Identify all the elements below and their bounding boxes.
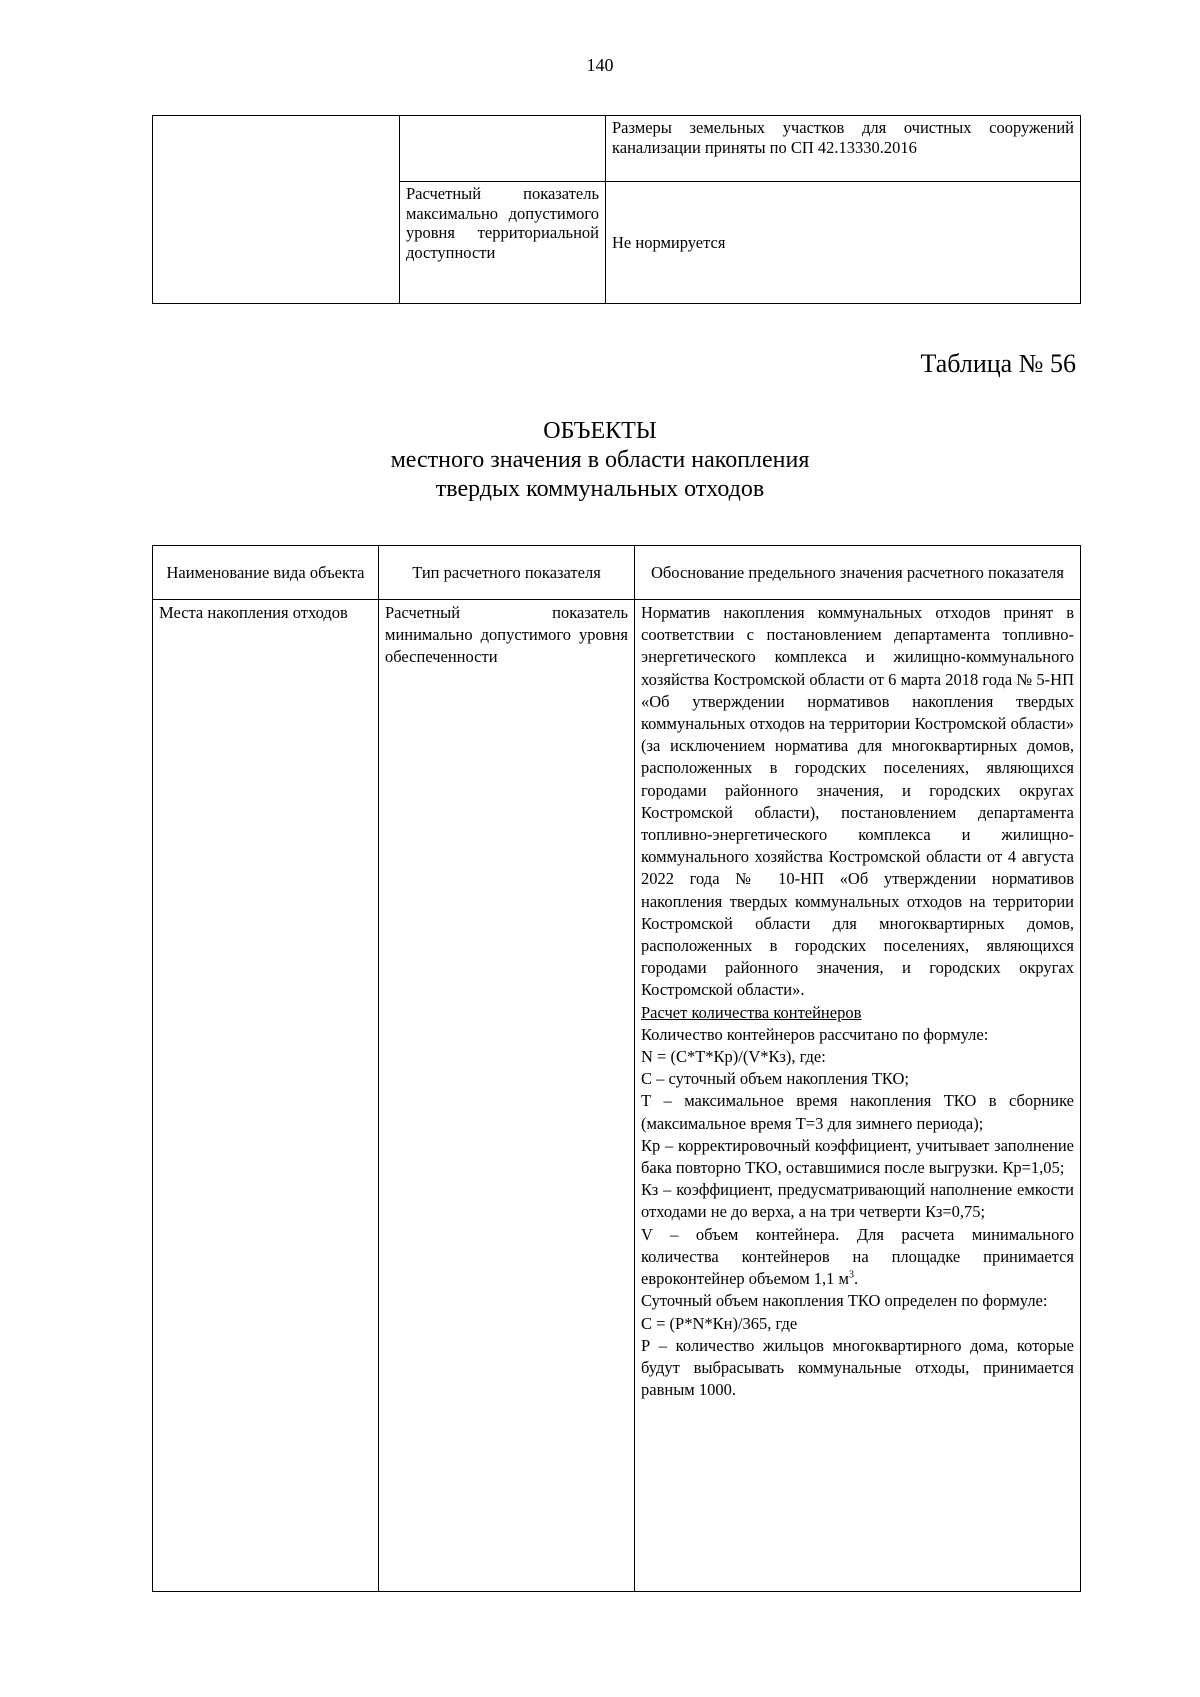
column-header: Наименование вида объекта (153, 546, 379, 600)
justification-cell (635, 600, 1081, 1592)
justification-paragraph: Норматив накопления коммунальных отходов принят в соответствии с постановлением департамента топливно-энергетического комплекса и жилищно-коммунального хозяйства Костромской области от 6 марта 2018 года № 5-НП «Об утверждении нормативов накопления твердых коммунальных отходов на территории Костромской области» (за исключением норматива для многоквартирных домов, расположенных в городских поселениях, являющихся городами районного значения, и городских округах Костромской области), постановлением департамента топливно-энергетического комплекса и жилищно-коммунального хозяйства Костромской области от 4 августа 2022 года № 10-НП «Об утверждении нормативов накопления твердых коммунальных отходов на территории Костромской области для многоквартирных домов, расположенных в городских поселениях, являющихся городами районного значения, и городских округах Костромской области». (641, 603, 1074, 1000)
definition-end: . (854, 1269, 859, 1289)
heading-subtitle-line1: местного значения в области накопления (390, 447, 810, 473)
table-row (153, 116, 1081, 182)
heading-subtitle-line2: твердых коммунальных отходов (435, 476, 765, 502)
definition: Т – максимальное время накопления ТКО в сборнике (максимальное время Т=3 для зимнего периода); (641, 1091, 1074, 1133)
table-header-row (153, 546, 1081, 600)
justification-paragraph: Количество контейнеров рассчитано по формуле: (641, 1024, 989, 1044)
object-type-cell: Места накопления отходов (153, 600, 379, 1592)
formula: С = (Р*N*Кн)/365, где (641, 1313, 798, 1333)
objects-table (152, 545, 1081, 1592)
column-header: Тип расчетного показателя (379, 546, 635, 600)
table-cell (400, 116, 606, 182)
table-row (153, 600, 1081, 1592)
definition: Кз – коэффициент, предусматривающий наполнение емкости отходами не до верха, а на три четверти Кз=0,75; (641, 1180, 1074, 1222)
table-number-label: Таблица № 56 (920, 349, 1076, 378)
table-cell (153, 116, 400, 304)
continuation-table (152, 115, 1081, 304)
calculation-subheading: Расчет количества контейнеров (641, 1002, 862, 1022)
page-number: 140 (586, 55, 614, 75)
formula: N = (С*Т*Кр)/(V*Кз), где: (641, 1047, 826, 1067)
definition (641, 1224, 1074, 1291)
definition: Р – количество жильцов многоквартирного дома, которые будут выбрасывать коммунальные отходы, принимается равным 1000. (641, 1335, 1074, 1400)
definition: Кр – корректировочный коэффициент, учитывает заполнение бака повторно ТКО, оставшимися после выгрузки. Кр=1,05; (641, 1135, 1074, 1178)
table-cell: Не нормируется (606, 182, 1081, 304)
table-cell: Размеры земельных участков для очистных сооружений канализации приняты по СП 42.13330.2016 (606, 116, 1081, 182)
definition: С – суточный объем накопления ТКО; (641, 1069, 910, 1089)
superscript: 3 (849, 1269, 854, 1281)
table-cell: Расчетный показатель максимально допустимого уровня территориальной доступности (400, 182, 606, 304)
indicator-type-cell: Расчетный показатель минимально допустимого уровня обеспеченности (379, 600, 635, 1592)
document-heading (0, 417, 1200, 504)
justification-paragraph: Суточный объем накопления ТКО определен по формуле: (641, 1291, 1048, 1311)
definition-text: V – объем контейнера. Для расчета минимального количества контейнеров на площадке принимается евроконтейнер объемом 1,1 м (641, 1224, 1074, 1289)
heading-title: ОБЪЕКТЫ (543, 418, 657, 444)
column-header: Обоснование предельного значения расчетного показателя (635, 546, 1081, 600)
